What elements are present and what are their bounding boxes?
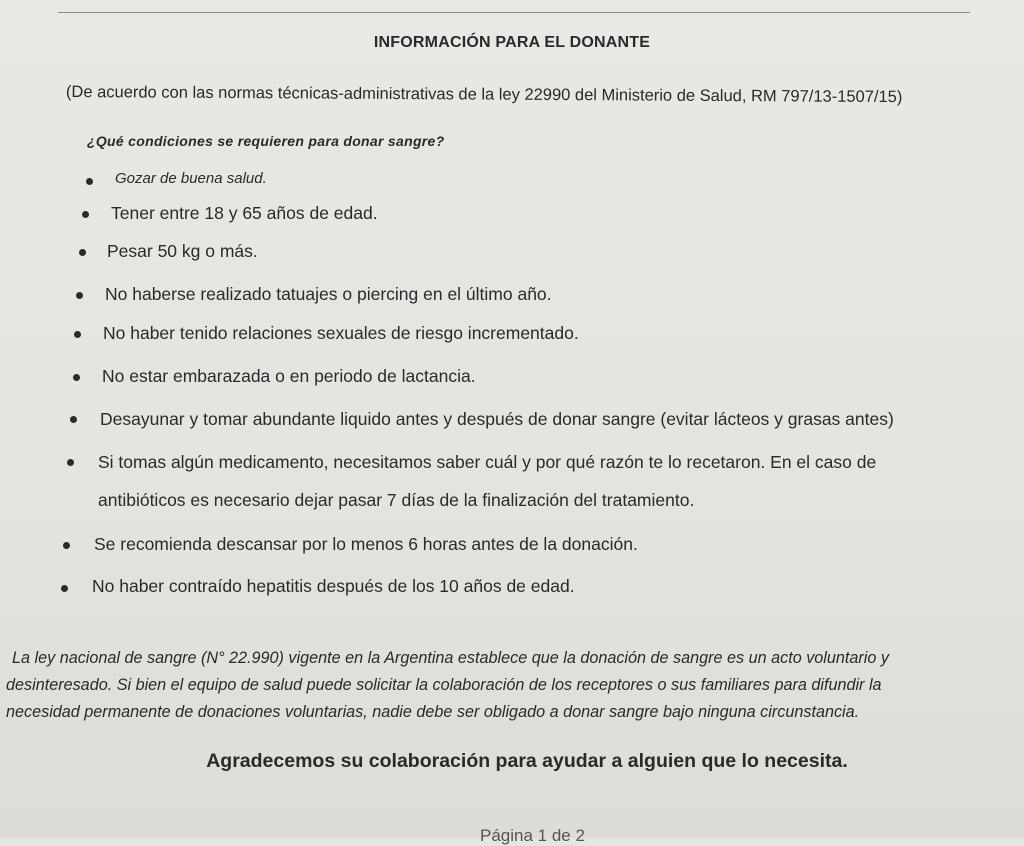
paragraph-line: necesidad permanente de donaciones voluntarias, nadie debe ser obligado a donar sangre bajo ninguna circunstancia. — [6, 703, 860, 721]
list-item: Si tomas algún medicamento, necesitamos saber cuál y por qué razón te lo recetaron. En el caso de — [98, 452, 877, 472]
list-item: No haber contraído hepatitis después de los 10 años de edad. — [92, 576, 575, 596]
page-number: Página 1 de 2 — [480, 826, 585, 845]
list-item: No haber tenido relaciones sexuales de riesgo incrementado. — [103, 323, 579, 343]
document-title: INFORMACIÓN PARA EL DONANTE — [373, 34, 651, 51]
list-item: Tener entre 18 y 65 años de edad. — [111, 203, 378, 223]
bullet-icon — [70, 416, 77, 423]
thanks-message: Agradecemos su colaboración para ayudar a alguien que lo necesita. — [206, 750, 848, 772]
list-item: Desayunar y tomar abundante liquido antes y después de donar sangre (evitar lácteos y grasas antes) — [100, 409, 894, 429]
list-item: Gozar de buena salud. — [115, 170, 267, 187]
list-item: Pesar 50 kg o más. — [107, 241, 258, 261]
bullet-icon — [76, 292, 83, 299]
list-item: No estar embarazada o en periodo de lactancia. — [102, 366, 476, 386]
bullet-icon — [82, 211, 89, 218]
paragraph-line: La ley nacional de sangre (N° 22.990) vigente en la Argentina establece que la donación de sangre es un acto voluntario y — [12, 649, 889, 667]
requirements-question: ¿Qué condiciones se requieren para donar sangre? — [87, 133, 445, 149]
paragraph-line: desinteresado. Si bien el equipo de salud puede solicitar la colaboración de los receptores o sus familiares para difundir la — [6, 676, 882, 694]
top-divider — [58, 12, 970, 13]
bullet-icon — [67, 459, 74, 466]
bullet-icon — [61, 585, 68, 592]
document-subtitle: (De acuerdo con las normas técnicas-administrativas de la ley 22990 del Ministerio de Salud, RM 797/13-1507/15) — [65, 83, 903, 107]
bullet-icon — [86, 178, 93, 185]
bullet-icon — [79, 249, 86, 256]
list-item: No haberse realizado tatuajes o piercing en el último año. — [105, 284, 552, 304]
legal-paragraph — [6, 645, 1022, 726]
list-item: Se recomienda descansar por lo menos 6 horas antes de la donación. — [94, 534, 638, 554]
bullet-icon — [63, 542, 70, 549]
bullet-icon — [73, 374, 80, 381]
bullet-icon — [74, 331, 81, 338]
list-item-continuation: antibióticos es necesario dejar pasar 7 días de la finalización del tratamiento. — [98, 490, 695, 510]
